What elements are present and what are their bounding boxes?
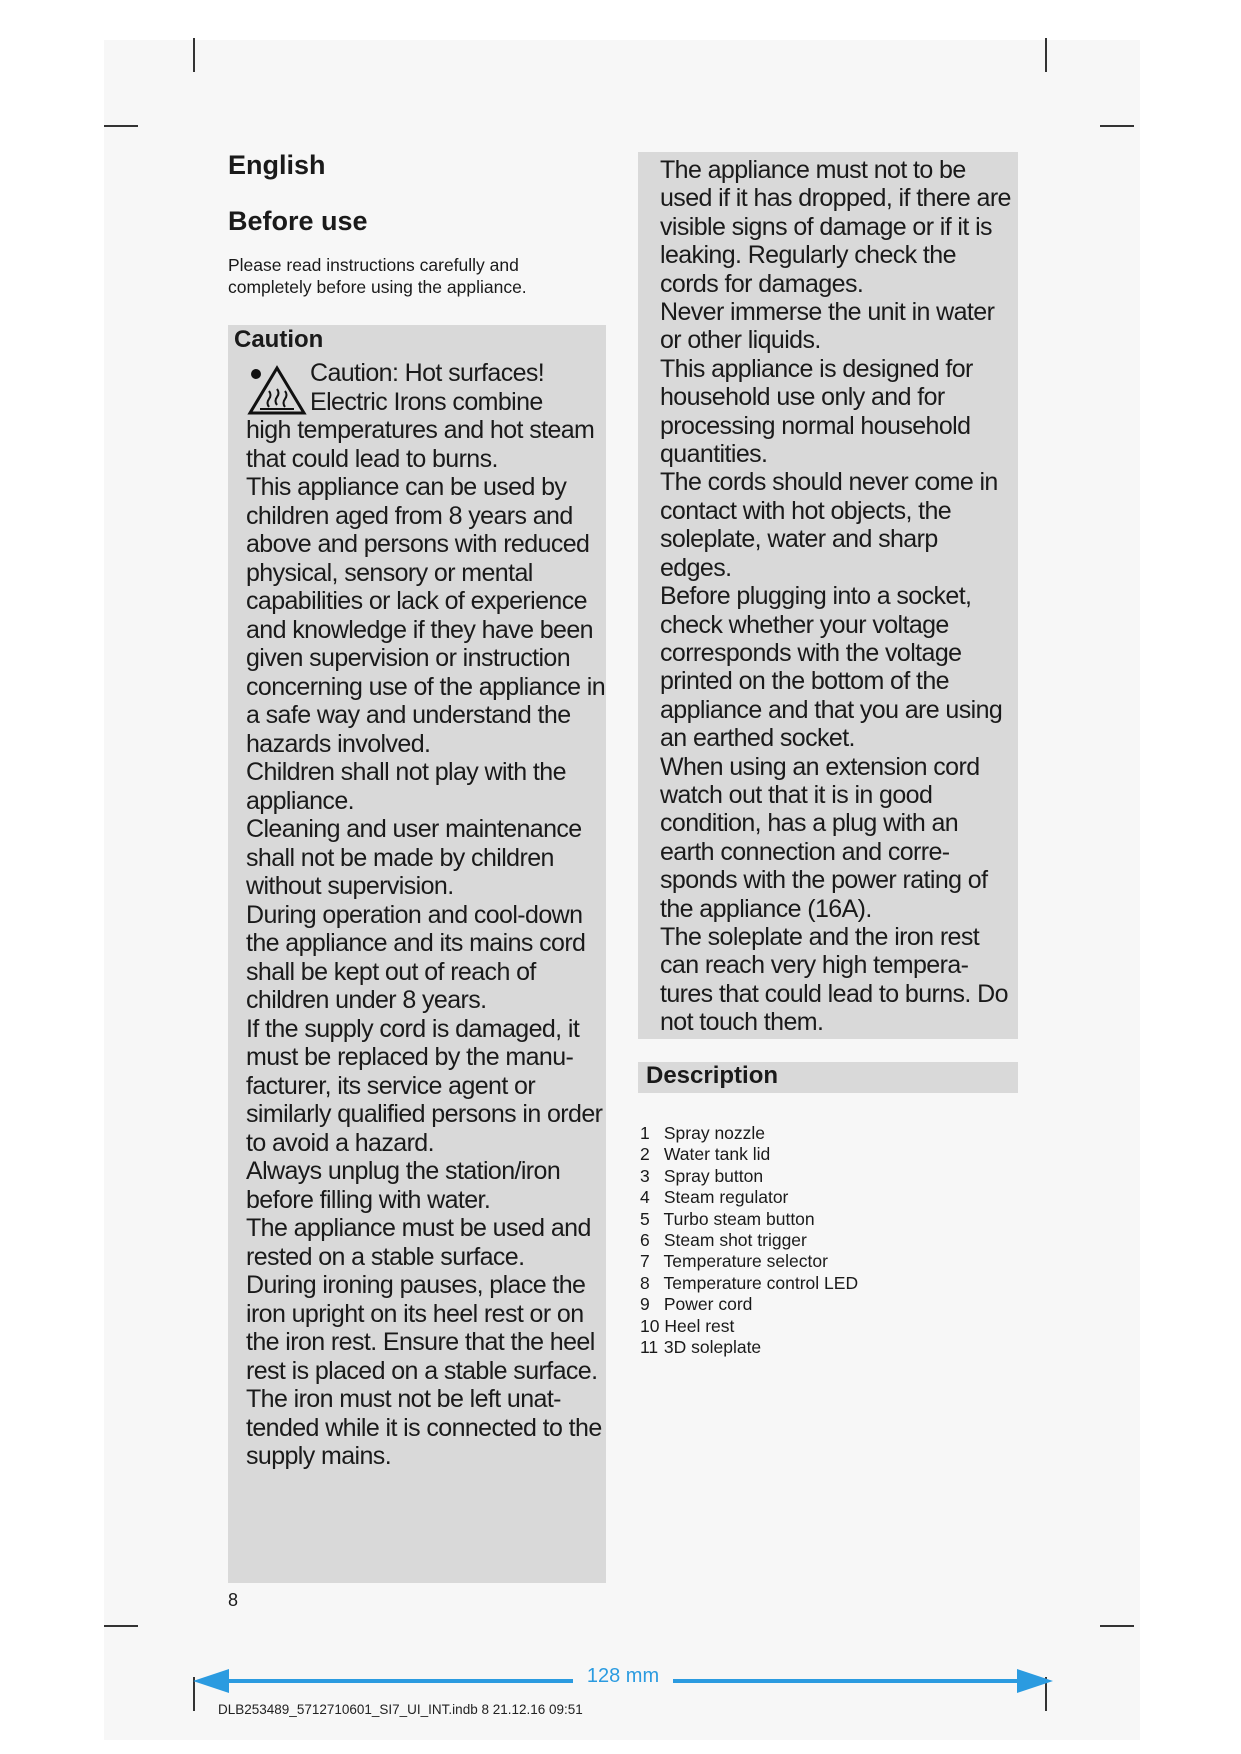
safety-paragraph: When using an extension cord watch out that it is in good condition, has a plug with an earth connection and corre-sponds with the power rating of the appliance (16A). [660, 752, 988, 923]
crop-mark-top-left [193, 38, 195, 72]
part-label: Heel rest [664, 1315, 735, 1336]
part-number: 10 [640, 1315, 660, 1336]
parts-list [640, 1123, 940, 1358]
list-item [640, 1209, 940, 1230]
list-item [640, 1273, 940, 1294]
part-number: 1 [640, 1123, 650, 1143]
part-number: 6 [640, 1230, 650, 1251]
list-item [640, 1123, 940, 1144]
caution-heading: Caution [234, 326, 324, 353]
part-number: 3 [640, 1165, 650, 1186]
safety-paragraph: The cords should never come in contact with hot objects, the soleplate, water and sharp edges. [660, 468, 998, 582]
caution-paragraph: high temperatures and hot steam that could lead to burns. [246, 416, 595, 473]
part-label: 3D soleplate [663, 1337, 762, 1358]
crop-mark-right-lower [1100, 1625, 1134, 1627]
caution-paragraph: If the supply cord is damaged, it must be replaced by the manu-facturer, its service agent or similarly qualified persons in order to avoid a hazard. [246, 1014, 603, 1157]
caution-paragraph: Always unplug the station/iron before filling with water. [246, 1157, 561, 1214]
list-item [640, 1230, 940, 1251]
print-footer: DLB253489_5712710601_SI7_UI_INT.indb 8 21.12.16 09:51 [218, 1702, 583, 1717]
crop-mark-top-right [1045, 38, 1047, 72]
part-label: Spray button [663, 1165, 764, 1186]
caution-paragraph: Cleaning and user maintenance shall not be made by children without supervision. [246, 815, 582, 900]
part-label: Steam shot trigger [663, 1230, 807, 1251]
safety-paragraph: The soleplate and the iron rest can reach very high tempera-tures that could lead to burns. Do not touch them. [660, 922, 1008, 1037]
crop-mark-left-lower [104, 1625, 138, 1627]
list-item [640, 1166, 940, 1187]
part-number: 5 [640, 1208, 650, 1229]
section-title: Before use [228, 206, 368, 236]
part-label: Spray nozzle [663, 1123, 766, 1143]
part-number: 9 [640, 1294, 650, 1315]
list-item [640, 1251, 940, 1272]
caution-paragraph: Children shall not play with the appliance. [246, 758, 566, 815]
list-item [640, 1294, 940, 1315]
caution-box [228, 325, 606, 1583]
width-ruler [193, 1665, 1053, 1697]
description-heading: Description [646, 1062, 779, 1089]
safety-paragraph: The appliance must not to be used if it has dropped, if there are visible signs of damage or if it is leaking. Regularly check the cords for damages. [660, 156, 1011, 298]
caution-paragraph: During ironing pauses, place the iron upright on its heel rest or on the iron rest. Ensure that the heel rest is placed on a stable surface. [246, 1271, 598, 1385]
caution-paragraph: This appliance can be used by children aged from 8 years and above and persons with reduced physical, sensory or mental capabilities or lack of experience and knowledge if they have been given supervision or instruction concerning use of the appliance in a safe way and understand the hazards involved. [246, 473, 606, 758]
part-label: Power cord [663, 1294, 753, 1315]
part-label: Temperature selector [663, 1251, 828, 1272]
part-number: 4 [640, 1187, 650, 1208]
list-item [640, 1187, 940, 1208]
caution-paragraph: The iron must not be left unat-tended while it is connected to the supply mains. [246, 1385, 602, 1470]
part-label: Water tank lid [663, 1144, 771, 1165]
part-number: 11 [640, 1337, 659, 1358]
description-header-bar [638, 1062, 1018, 1093]
ruler-label: 128 mm [586, 1665, 660, 1687]
safety-paragraph: Before plugging into a socket, check whether your voltage corresponds with the voltage printed on the bottom of the appliance and that you are using an earthed socket. [660, 582, 1003, 753]
page-number: 8 [228, 1590, 239, 1610]
part-number: 7 [640, 1251, 650, 1272]
safety-paragraph: This appliance is designed for household use only and for processing normal household quantities. [660, 354, 973, 469]
crop-mark-right-upper [1100, 125, 1134, 127]
safety-continued-text [660, 156, 1012, 1037]
intro-text: Please read instructions carefully and completely before using the appliance. [228, 255, 527, 297]
part-number: 8 [640, 1272, 650, 1293]
caution-first-paragraph [246, 359, 606, 416]
list-item [640, 1144, 940, 1165]
caution-text [246, 416, 606, 1471]
crop-mark-left-upper [104, 125, 138, 127]
part-number: 2 [640, 1144, 650, 1165]
safety-paragraph: Never immerse the unit in water or other liquids. [660, 298, 995, 355]
part-label: Temperature control LED [663, 1272, 859, 1293]
caution-paragraph: During operation and cool-down the appliance and its mains cord shall be kept out of reach of children under 8 years. [246, 900, 586, 1014]
caution-first-rest: Electric Irons combine [310, 387, 543, 416]
safety-continued-box [638, 152, 1018, 1039]
language-heading: English [228, 150, 326, 180]
caution-hot-surfaces: Caution: Hot surfaces! [310, 359, 545, 387]
caution-paragraph: The appliance must be used and rested on a stable surface. [246, 1214, 591, 1271]
list-item [640, 1337, 940, 1358]
part-label: Steam regulator [663, 1187, 789, 1208]
list-item [640, 1316, 940, 1337]
part-label: Turbo steam button [663, 1208, 815, 1229]
